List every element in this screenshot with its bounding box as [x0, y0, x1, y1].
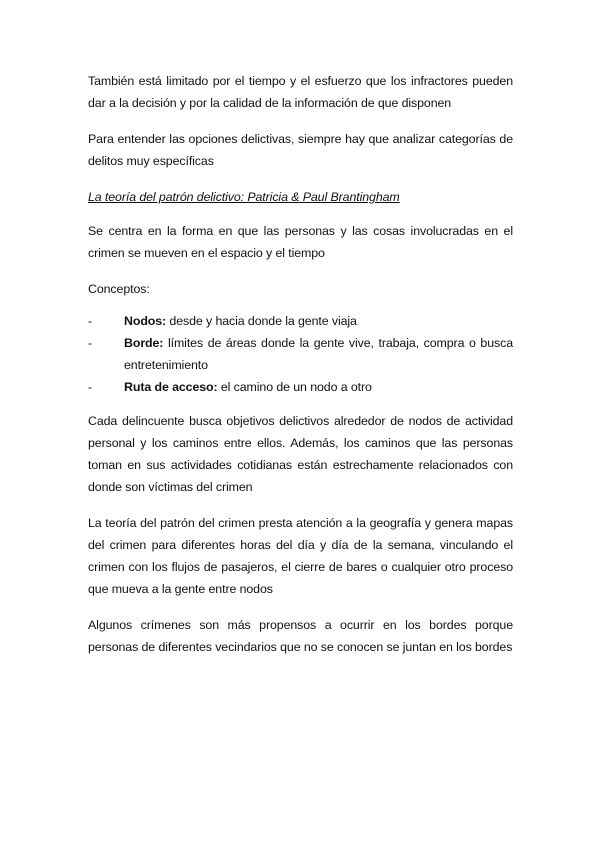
paragraph-limitation: También está limitado por el tiempo y el esfuerzo que los infractores pueden dar a la decisión y por la calidad de la información de que disponen [88, 74, 513, 110]
list-dash: - [88, 314, 93, 328]
concept-text: límites de áreas donde la gente vive, trabaja, compra o busca entretenimiento [124, 336, 513, 372]
section-heading: La teoría del patrón delictivo: Patricia & Paul Brantingham [88, 190, 400, 204]
concept-term: Ruta de acceso: [124, 380, 218, 394]
list-item-ruta [88, 376, 513, 398]
paragraph-offender-targets: Cada delincuente busca objetivos delictivos alrededor de nodos de actividad personal y los caminos entre ellos. Además, los caminos que las personas toman en sus actividades cotidianas están estrechamente relacionados con donde son víctimas del crimen [88, 414, 513, 494]
list-dash: - [88, 380, 93, 394]
concept-term: Borde: [124, 336, 164, 350]
concept-text: el camino de un nodo a otro [217, 380, 372, 394]
concept-term: Nodos: [124, 314, 167, 328]
list-dash: - [88, 336, 93, 350]
concept-text: desde y hacia donde la gente viaja [166, 314, 357, 328]
list-item-borde [88, 332, 513, 376]
paragraph-theory-focus: Se centra en la forma en que las personas y las cosas involucradas en el crimen se mueven en el espacio y el tiempo [88, 224, 513, 260]
paragraph-criminal-options: Para entender las opciones delictivas, siempre hay que analizar categorías de delitos muy específicas [88, 132, 513, 168]
concepts-list [88, 310, 513, 398]
paragraph-crime-pattern-theory: La teoría del patrón del crimen presta atención a la geografía y genera mapas del crimen para diferentes horas del día y día de la semana, vinculando el crimen con los flujos de pasajeros, el cierre de bares o cualquier otro proceso que mueva a la gente entre nodos [88, 516, 513, 596]
concepts-label: Conceptos: [88, 282, 150, 296]
list-item-nodos [88, 310, 513, 332]
paragraph-edges: Algunos crímenes son más propensos a ocurrir en los bordes porque personas de diferentes vecindarios que no se conocen se juntan en los bordes [88, 618, 513, 654]
